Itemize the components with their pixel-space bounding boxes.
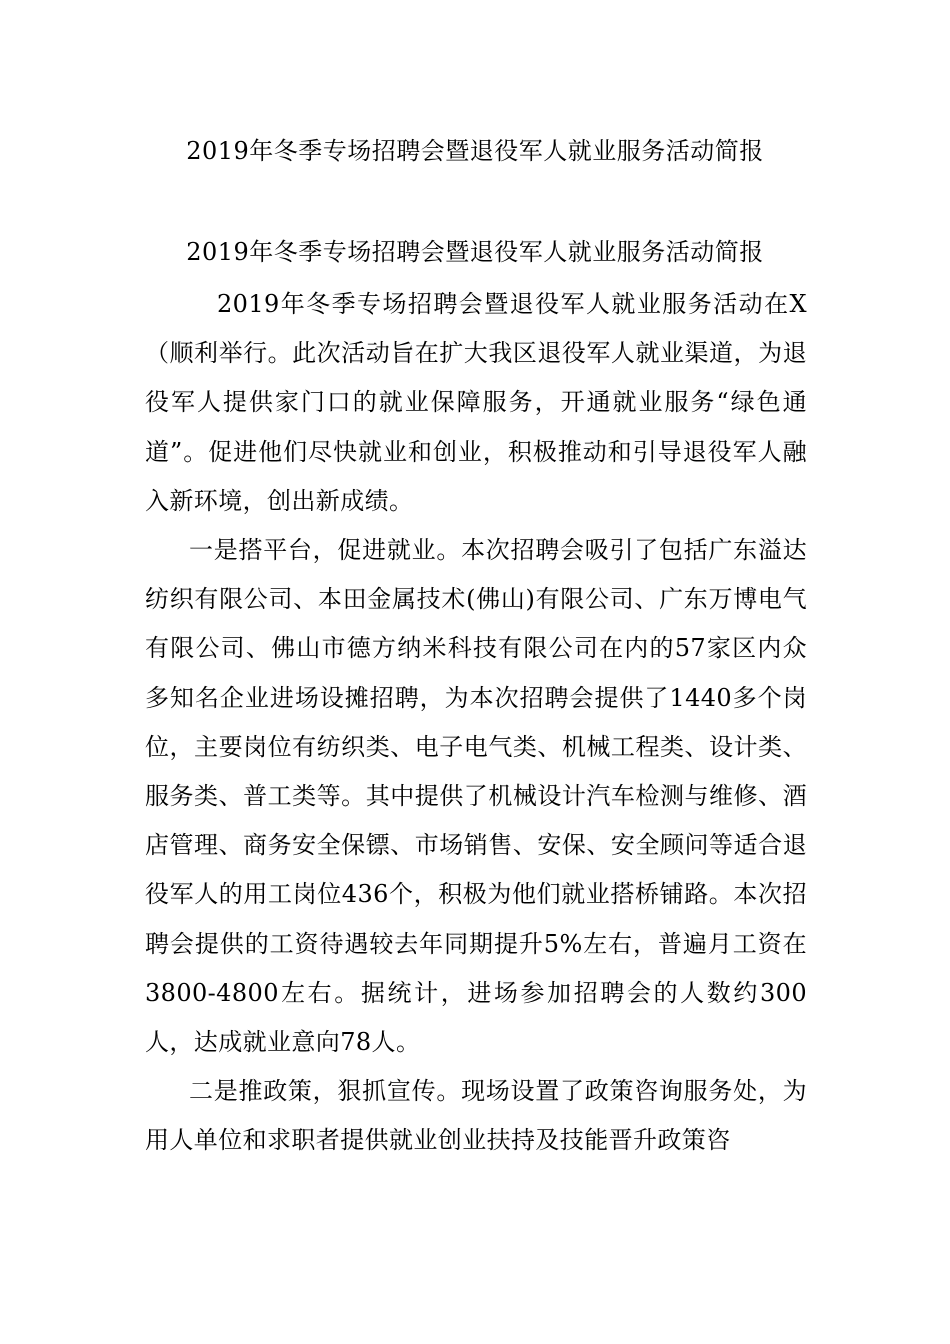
paragraph-intro: 2019年冬季专场招聘会暨退役军人就业服务活动在X（顺利举行。此次活动旨在扩大我区退役军人就业渠道，为退役军人提供家门口的就业保障服务，开通就业服务“绿色通道”。促进他们尽快就业和创业，积极推动和引导退役军人融入新环境，创出新成绩。 (145, 290, 807, 515)
body-title: 2019年冬季专场招聘会暨退役军人就业服务活动简报 (186, 238, 764, 266)
document-title: 2019年冬季专场招聘会暨退役军人就业服务活动简报 (186, 137, 764, 165)
paragraph-policy: 二是推政策，狠抓宣传。现场设置了政策咨询服务处，为用人单位和求职者提供就业创业扶持及技能晋升政策咨 (145, 1077, 807, 1155)
paragraph-platform: 一是搭平台，促进就业。本次招聘会吸引了包括广东溢达纺织有限公司、本田金属技术(佛山)有限公司、广东万博电气有限公司、佛山市德方纳米科技有限公司在内的57家区内众多知名企业进场设摊招聘，为本次招聘会提供了1440多个岗位，主要岗位有纺织类、电子电气类、机械工程类、设计类、服务类、普工类等。其中提供了机械设计汽车检测与维修、酒店管理、商务安全保镖、市场销售、安保、安全顾问等适合退役军人的用工岗位436个，积极为他们就业搭桥铺路。本次招聘会提供的工资待遇较去年同期提升5%左右，普遍月工资在3800-4800左右。据统计，进场参加招聘会的人数约300人，达成就业意向78人。 (145, 536, 807, 1057)
body-text (145, 280, 807, 1166)
